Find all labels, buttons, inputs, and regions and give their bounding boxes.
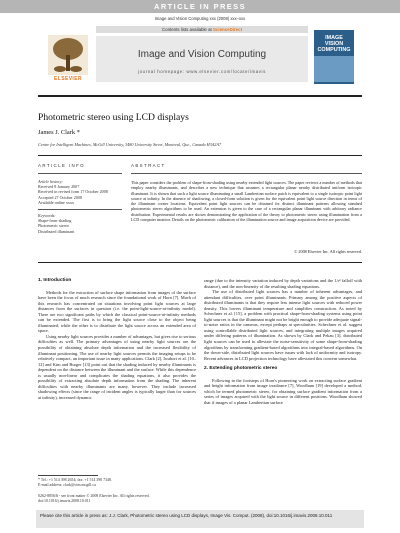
- author-affiliation: Centre for Intelligent Machines, McGill University, 3480 University Street, Montreal, Que., Canada H3A2A7: [38, 142, 222, 147]
- footnote-email[interactable]: E-mail address: clark@cim.mcgill.ca: [38, 483, 96, 487]
- body-right-column: [204, 278, 362, 405]
- abstract-rule: [131, 173, 362, 174]
- keywords-label: Keywords:: [38, 213, 56, 218]
- front-matter-note: 0262-8856/$ - see front matter © 2008 Elsevier Inc. All rights reserved.: [38, 494, 150, 498]
- sciencedirect-link[interactable]: ScienceDirect: [212, 27, 243, 32]
- footnote-rule: [38, 475, 98, 476]
- abstract-divider: [38, 262, 362, 263]
- header-divider: [38, 155, 362, 156]
- masthead-divider: [38, 95, 362, 97]
- article-history: [38, 179, 118, 205]
- keyword-item: Distributed illuminant: [38, 228, 75, 234]
- body-paragraph: range (due to the intensity variation induced by depth variations and the 1/r² falloff with distance), and the non-linearity of the resulting shading equations.: [204, 278, 362, 289]
- history-accepted: Accepted 27 October 2008: [38, 194, 82, 200]
- article-info-heading: ARTICLE INFO: [38, 163, 85, 168]
- journal-reference-line: Image and Vision Computing xxx (2008) xxx–xxx: [154, 16, 246, 21]
- paper-title: Photometric stereo using LCD displays: [38, 112, 189, 123]
- footnote-contact: * Tel.: +1 514 398 2654; fax: +1 514 398 7348.: [38, 478, 112, 482]
- body-paragraph: Using nearby light sources provides a number of advantages, but gives rise to serious difficulties as well. The primary advantages of using nearby light sources are the possibility of obtaining absolute depth information and the increased flexibility of illuminant positioning. The use of nearby light sources permits the imaging setups to be relatively compact, an important issue in many applications. Clark [2], Iwahori et al. [10–12] and Kim and Burger [13] point out that the shading induced by nearby illuminants is dependent on the distance between the illuminant and the surface. While this dependence is usually non-linear and complicates the shading equations, it also provides the possibility of extracting absolute depth information from the shading. The inherent difficulties with nearby illuminants are many, however. They include increased shadowing effects (since the range of incident angles is typically larger than for sources at infinity), increased dynamic: [38, 333, 196, 400]
- contents-available-strip: [96, 26, 308, 33]
- section-heading: 2. Extending photometric stereo: [204, 366, 278, 372]
- abstract-text: This paper considers the problem of shape-from-shading using nearby extended light sources. The paper reviews a number of methods that employ nearby illuminants, and describes a new technique that assumes a rectangular planar nearby distributed uniform isotropic illuminant. It is shown that such a light source illuminating a small Lambertian surface patch is equivalent to a single isotropic point light source at infinity. In the absence of shadowing, a closed-form solution is given for the equivalent point light source direction in terms of the illuminant corner locations. Equivalent point light sources can be obtained for distinct illuminant patterns allowing standard photometric stereo algorithms to be used. An extension is given to the case of a rectangular planar illuminant with arbitrary radiance distribution. Experimental results are shown demonstrating the application of the theory to photometric stereo using illumination from a LCD computer monitor. Details on the photometric calibration of the illumination source and image acquisition device are provided.: [131, 180, 362, 222]
- author-line: James J. Clark *: [38, 129, 80, 136]
- journal-title: Image and Vision Computing: [137, 49, 267, 60]
- history-received: Received 8 January 2007: [38, 184, 80, 190]
- keyword-item: Photometric stereo: [38, 223, 69, 229]
- keyword-item: Shape-from-shading: [38, 218, 72, 224]
- contents-prefix: Contents lists available at: [161, 27, 213, 32]
- history-revised: Received in revised form 17 October 2008: [38, 189, 108, 195]
- keywords-rule: [38, 209, 122, 210]
- doi-line[interactable]: doi:10.1016/j.imavis.2008.10.011: [38, 499, 91, 503]
- section-heading: 1. Introduction: [38, 278, 72, 283]
- journal-title-box: [96, 36, 308, 82]
- body-paragraph: Methods for the extraction of surface shape information from images of the surface have been the focus of much research since the foundational work of Horn [7]. Much of this research has concentrated on situations involving point light sources at large distances from the surfaces in question (i.e. the point-light-source-at-infinity model). There are two significant paths by which the classical point-source-at-infinity methods can be extended. The first is to bring the light source close to the object being illuminated, while the other is to distribute the light source across an extended area of space.: [38, 289, 196, 334]
- article-in-press-banner: ARTICLE IN PRESS: [0, 0, 400, 13]
- cover-graphic: [314, 56, 354, 82]
- article-info-rule: [38, 173, 122, 174]
- journal-homepage-link[interactable]: journal homepage: www.elsevier.com/locate/imavis: [138, 69, 266, 74]
- keywords: [38, 213, 118, 234]
- body-paragraph: Following in the footsteps of Horn's pioneering work on extracting surface gradient and height information from image irradiance [7], Woodham [19] developed a method, which he termed photometric stereo, for obtaining surface gradient information from a series of images acquired with the light source in different positions. Woodham showed that if images of a planar Lambertian surface: [204, 377, 362, 405]
- journal-masthead: [46, 26, 356, 90]
- history-label: Article history:: [38, 179, 63, 184]
- abstract-copyright: © 2008 Elsevier Inc. All rights reserved.: [294, 249, 362, 254]
- body-left-column: [38, 278, 196, 400]
- citation-notice: Please cite this article in press as: J.J. Clark, Photometric stereo using LCD displays, Image Vis. Comput. (2008), doi:10.1016/j.imavis.2008.10.011: [36, 510, 364, 528]
- cover-title: IMAGE VISION COMPUTING: [317, 35, 351, 53]
- publisher-name: ELSEVIER: [54, 76, 82, 82]
- abstract-heading: ABSTRACT: [131, 163, 166, 168]
- journal-cover-thumbnail: [314, 30, 354, 84]
- body-paragraph: The use of distributed light sources has a number of inherent advantages, and attendant difficulties, over point illuminants. Primary among the positive aspects of distributed illuminants is that they require less intense light sources with reduced power density. This lowers illuminant temperature and simplifies construction. As noted by Schechner et al. [15], a problem with practical shape-from-shading systems using point light sources is that the illuminant might not be bright enough to provide adequate signal-to-noise ratios in the cameras, except perhaps at specularities. Schechner et al. suggest using controllable distributed light sources, and integrating multiple images acquired under differing patterns of illumination. As shown by Clark and Pekau [3], distributed light sources can be used to alleviate the noise-sensitivity of some shape-from-shading algorithms by transforming gradient-based algorithms into integral-based algorithms. On the down-side, distributed light sources have issues with lack of uniformity and isotropy. Recent advances in LCD projection technology have alleviated this concern somewhat.: [204, 289, 362, 361]
- history-online: Available online xxxx: [38, 199, 75, 205]
